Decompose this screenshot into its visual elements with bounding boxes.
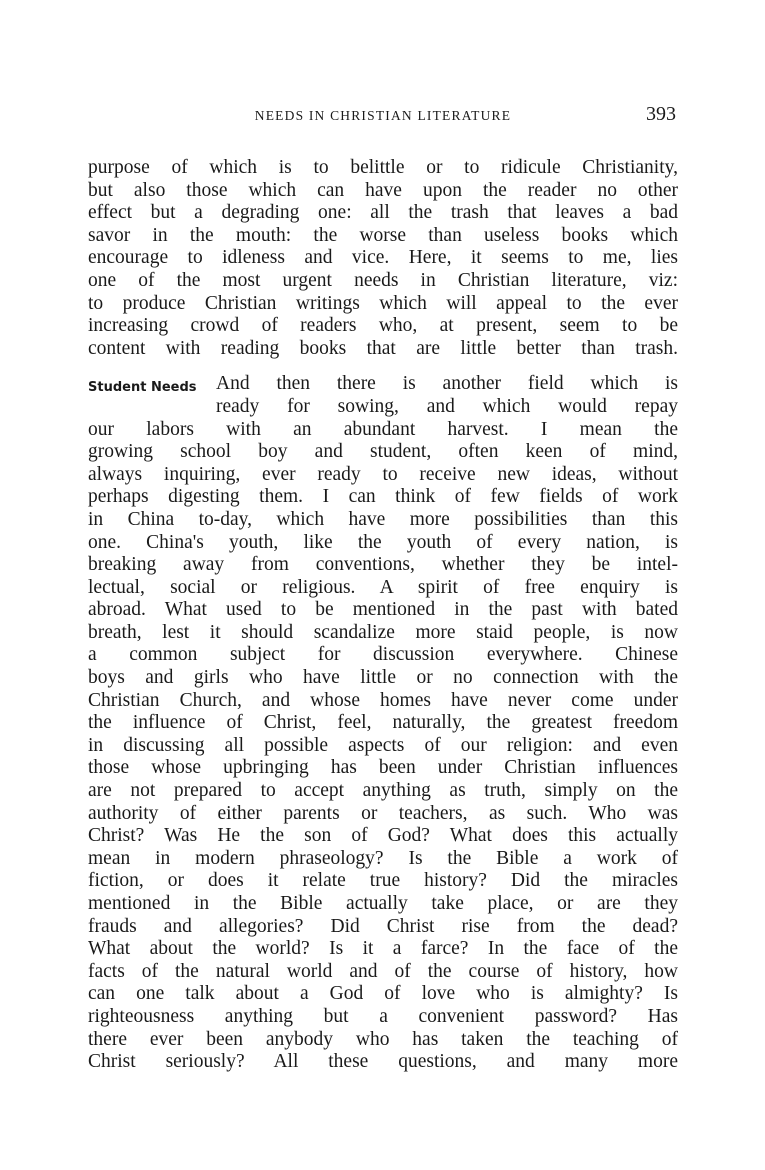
text-line: always inquiring, ever ready to receive new ideas, without: [88, 463, 678, 485]
text-line: And then there is another field which is: [216, 373, 678, 395]
text-line: one. China's youth, like the youth of every nation, is: [88, 531, 678, 553]
text-line: authority of either parents or teachers, as such. Who was: [88, 802, 678, 824]
text-line: Christian Church, and whose homes have never come under: [88, 689, 678, 711]
text-line: frauds and allegories? Did Christ rise from the dead?: [88, 915, 678, 937]
text-line: mentioned in the Bible actually take place, or are they: [88, 893, 678, 914]
text-line: increasing crowd of readers who, at present, seem to be: [88, 315, 678, 337]
text-line: there ever been anybody who has taken the teaching of: [88, 1028, 678, 1050]
text-line: What about the world? Is it a farce? In the face of the: [88, 938, 678, 960]
text-line: the influence of Christ, feel, naturally, the greatest freedom: [88, 712, 678, 734]
text-line: are not prepared to accept anything as truth, simply on the: [88, 780, 678, 802]
marginal-side-note: Student Needs: [88, 380, 197, 396]
text-line: growing school boy and student, often keen of mind,: [88, 441, 678, 463]
text-line: a common subject for discussion everywhere. Chinese: [88, 644, 678, 666]
text-line: abroad. What used to be mentioned in the past with bated: [88, 599, 678, 621]
text-line: ready for sowing, and which would repay: [216, 395, 678, 417]
text-line: to produce Christian writings which will appeal to the ever: [88, 292, 678, 314]
text-line: boys and girls who have little or no connection with the: [88, 667, 678, 689]
text-line: those whose upbringing has been under Christian influences: [88, 757, 678, 779]
text-line: fiction, or does it relate true history? Did the miracles: [88, 870, 678, 892]
text-line: content with reading books that are little better than trash.: [88, 337, 678, 359]
text-line: facts of the natural world and of the course of history, how: [88, 960, 678, 982]
text-line: perhaps digesting them. I can think of few fields of work: [88, 486, 678, 508]
text-line: but also those which can have upon the reader no other: [88, 179, 678, 201]
text-line: encourage to idleness and vice. Here, it seems to me, lies: [88, 247, 678, 269]
text-line: can one talk about a God of love who is almighty? Is: [88, 983, 678, 1005]
text-line: breaking away from conventions, whether they be intel-: [88, 554, 678, 576]
running-head: [88, 100, 678, 130]
paragraph-student-needs: [88, 373, 678, 1073]
text-line: in discussing all possible aspects of our religion: and even: [88, 734, 678, 756]
text-line: purpose of which is to belittle or to ridicule Christianity,: [88, 157, 678, 178]
text-line: breath, lest it should scandalize more staid people, is now: [88, 621, 678, 643]
text-line: in China to-day, which have more possibilities than this: [88, 508, 678, 530]
text-line: lectual, social or religious. A spirit of free enquiry is: [88, 576, 678, 598]
paragraph-trash-literature: [88, 157, 678, 360]
text-line: righteousness anything but a convenient password? Has: [88, 1005, 678, 1027]
text-line: our labors with an abundant harvest. I mean the: [88, 418, 678, 440]
text-line: Christ seriously? All these questions, and many more: [88, 1051, 678, 1073]
page-number: 393: [646, 103, 676, 125]
text-line: savor in the mouth: the worse than useless books which: [88, 224, 678, 246]
running-title: NEEDS IN CHRISTIAN LITERATURE: [254, 108, 512, 123]
text-line: Christ? Was He the son of God? What does this actually: [88, 825, 678, 847]
text-line: one of the most urgent needs in Christian literature, viz:: [88, 269, 678, 291]
text-line: effect but a degrading one: all the trash that leaves a bad: [88, 202, 678, 224]
text-line: mean in modern phraseology? Is the Bible a work of: [88, 847, 678, 869]
book-page: [88, 100, 678, 1074]
